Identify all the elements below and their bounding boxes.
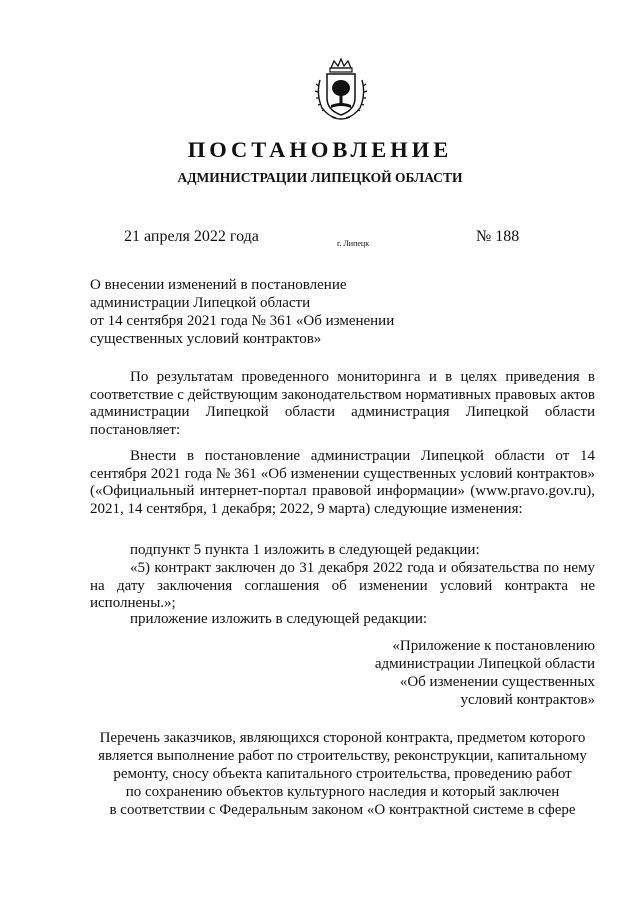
coat-of-arms-icon [314,58,368,122]
issuing-authority: АДМИНИСТРАЦИИ ЛИПЕЦКОЙ ОБЛАСТИ [177,170,463,185]
list-title-line: Перечень заказчиков, являющихся стороной контракта, предметом которого [99,730,586,746]
preamble-paragraph: По результатам проведенного мониторинга и в целях приведения в соответствие с действующим законодательством нормативных правовых актов администрации Липецкой области администрация Липецкой области постановляет: [90,369,595,438]
document-date: 21 апреля 2022 года [124,228,259,245]
amendment-paragraph: Внести в постановление администрации Липецкой области от 14 сентября 2021 года № 361 «Об изменении существенных условий контрактов» («Официальный интернет-портал правовой информации» (www.pravo.gov.ru), 2021, 14 сентября, 1 декабря; 2022, 9 марта) следующие изменения: [90,448,595,517]
document-city: г. Липецк [337,239,370,248]
subclause-text-paragraph: «5) контракт заключен до 31 декабря 2022 года и обязательства по нему на дату заключения соглашения об изменении условий контракта не исполнены.»; [90,560,595,611]
list-title-line: является выполнение работ по строительству, реконструкции, капитальному [98,748,587,764]
document-subject [90,276,450,348]
document-title: ПОСТАНОВЛЕНИЕ [187,137,453,162]
list-title-line: по сохранению объектов культурного наследия и который заключен [125,784,560,800]
appendix-line: условий контрактов» [460,692,595,708]
appendix-line: «Об изменении существенных [399,674,595,690]
customer-list-title [90,729,595,819]
appendix-intro-paragraph: приложение изложить в следующей редакции: [130,611,428,627]
appendix-line: администрации Липецкой области [374,656,595,672]
subclause-paragraph: подпункт 5 пункта 1 изложить в следующей редакции: [130,542,480,558]
appendix-line: «Приложение к постановлению [392,638,595,654]
subject-line: О внесении изменений в постановление [90,277,347,293]
subject-line: администрации Липецкой области [90,295,311,311]
document-number: № 188 [476,228,520,245]
subject-line: от 14 сентября 2021 года № 361 «Об изменении [90,313,395,329]
appendix-header [375,637,595,709]
list-title-line: ремонту, сносу объекта капитального строительства, проведению работ [113,766,572,782]
subject-line: существенных условий контрактов» [90,331,322,347]
list-title-line: в соответствии с Федеральным законом «О контрактной системе в сфере [109,802,576,818]
